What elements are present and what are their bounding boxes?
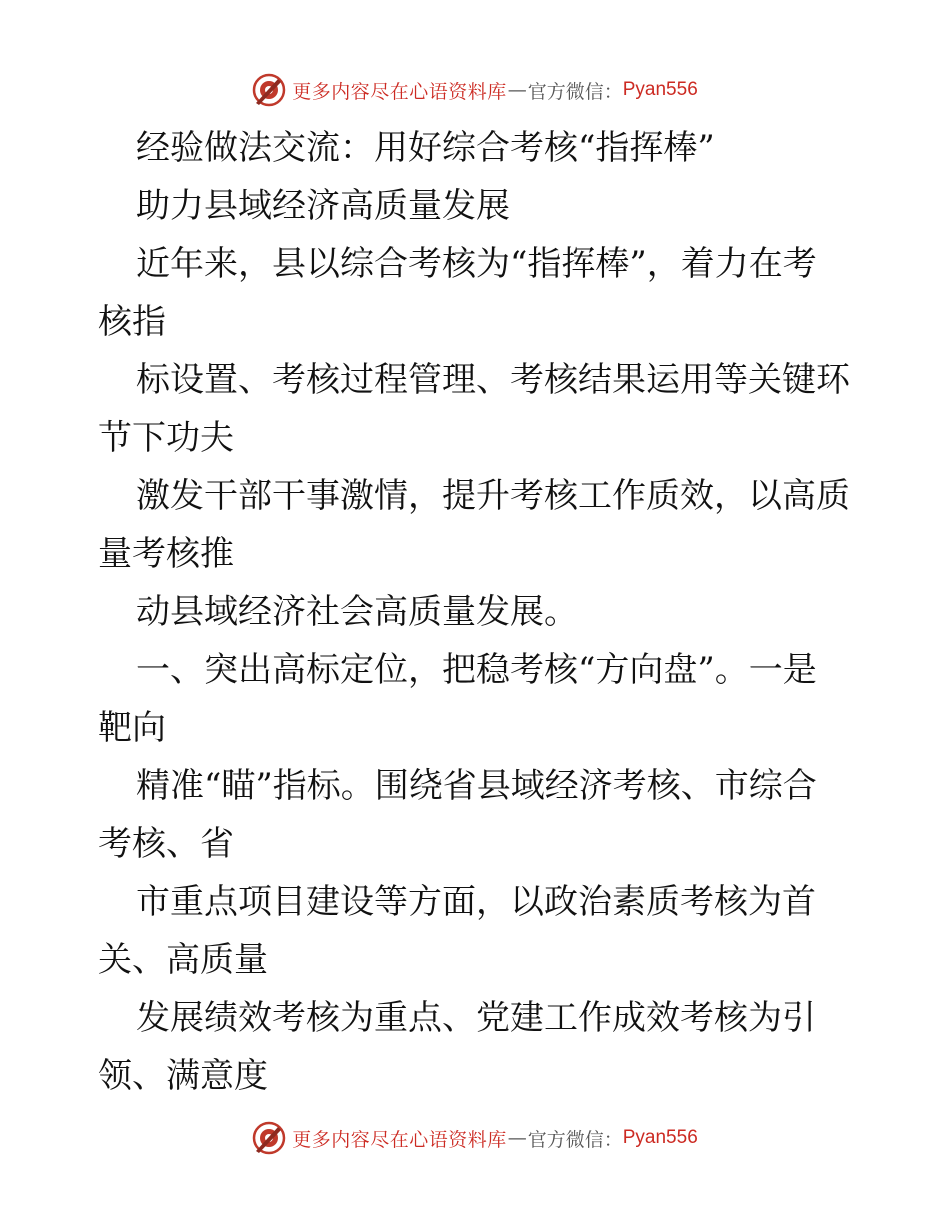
document-title-line-1: 经验做法交流：用好综合考核“指挥棒” <box>136 128 715 168</box>
paragraph-line: 靶向 <box>98 708 166 748</box>
paragraph-line: 考核、省 <box>98 824 234 864</box>
quill-seal-logo-icon <box>252 1121 286 1155</box>
watermark-label: 官方微信： <box>527 1128 623 1151</box>
document-title-line-2: 助力县域经济高质量发展 <box>136 186 510 226</box>
watermark-dash: — <box>507 1127 527 1149</box>
paragraph-line: 发展绩效考核为重点、党建工作成效考核为引 <box>136 998 816 1038</box>
watermark-label: 官方微信： <box>527 80 623 103</box>
paragraph-line: 近年来，县以综合考核为“指挥棒”，着力在考 <box>136 244 817 284</box>
watermark-id: Pyan556 <box>622 1127 698 1148</box>
watermark-id: Pyan556 <box>622 79 698 100</box>
quill-seal-logo-icon <box>252 73 286 107</box>
watermark-text: 更多内容尽在心语资料库 <box>292 1128 507 1151</box>
paragraph-line: 节下功夫 <box>98 418 234 458</box>
watermark-text: 更多内容尽在心语资料库 <box>292 80 507 103</box>
paragraph-line: 领、满意度 <box>98 1056 268 1096</box>
paragraph-line: 动县域经济社会高质量发展。 <box>136 592 578 632</box>
paragraph-line: 激发干部干事激情，提升考核工作质效，以高质 <box>136 476 850 516</box>
section-heading-line: 一、突出高标定位，把稳考核“方向盘”。一是 <box>136 650 817 690</box>
paragraph-line: 关、高质量 <box>98 940 268 980</box>
paragraph-line: 核指 <box>98 302 166 342</box>
footer-watermark <box>0 1118 950 1158</box>
paragraph-line: 市重点项目建设等方面，以政治素质考核为首 <box>136 882 816 922</box>
watermark-dash: — <box>507 79 527 101</box>
paragraph-line: 标设置、考核过程管理、考核结果运用等关键环 <box>136 360 850 400</box>
paragraph-line: 精准“瞄”指标。围绕省县域经济考核、市综合 <box>136 766 817 806</box>
paragraph-line: 量考核推 <box>98 534 234 574</box>
header-watermark <box>0 70 950 110</box>
